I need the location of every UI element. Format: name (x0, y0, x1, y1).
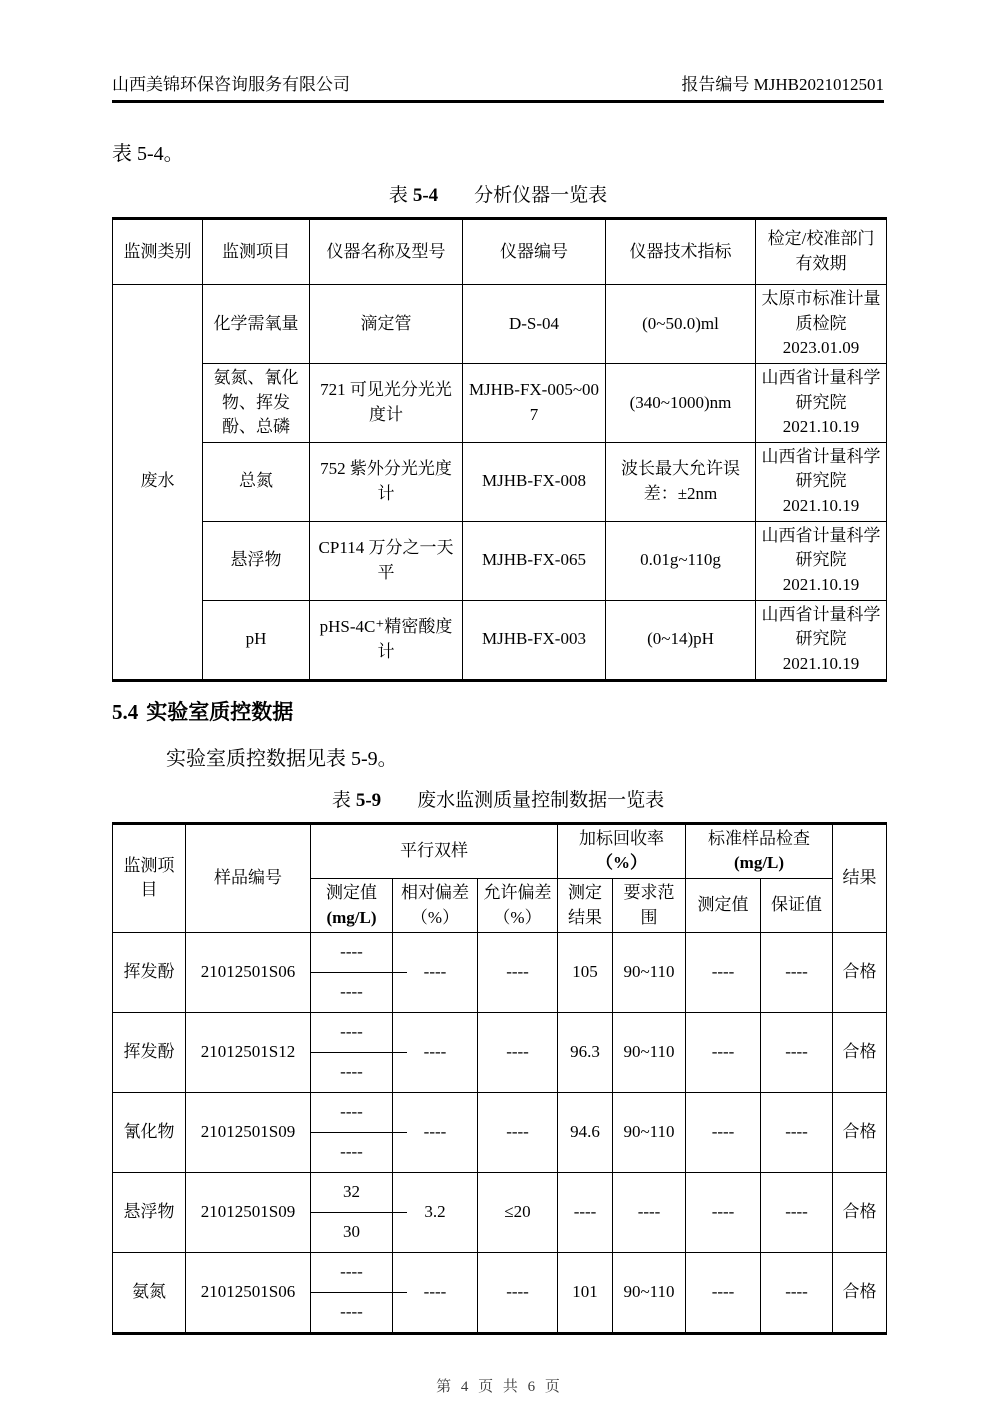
cell-spike-result: 105 (558, 933, 613, 1013)
col-header-sample-no: 样品编号 (186, 823, 311, 933)
cell-spec: 0.01g~110g (606, 521, 756, 600)
page-header (112, 70, 884, 103)
cell-item: 氨氮、氰化物、挥发酚、总磷 (203, 363, 310, 442)
cell-sample-no: 21012501S06 (186, 1253, 311, 1334)
cell-spec: (0~14)pH (606, 600, 756, 680)
cell-item: 氰化物 (113, 1093, 186, 1173)
standard-title: 标准样品检查 (708, 828, 811, 848)
cell-code: MJHB-FX-065 (463, 521, 606, 600)
section-title: 实验室质控数据 (146, 699, 294, 724)
cell-spec: (0~50.0)ml (606, 285, 756, 364)
cell-std-certified: ---- (761, 1253, 833, 1334)
table-row (113, 600, 887, 680)
measured-value-1: ---- (311, 1093, 392, 1133)
col-header-agency: 检定/校准部门有效期 (756, 219, 887, 285)
cell-item: 氨氮 (113, 1253, 186, 1334)
cell-relative-deviation: ---- (393, 1253, 478, 1334)
cell-sample-no: 21012501S09 (186, 1173, 311, 1253)
col-header-spike-result: 测定结果 (558, 878, 613, 932)
cell-allowed-deviation: ≤20 (478, 1173, 558, 1253)
valid-date: 2023.01.09 (782, 338, 860, 358)
cell-spec: (340~1000)nm (606, 363, 756, 442)
col-group-spike-recovery (558, 823, 686, 878)
measured-value-2: 30 (343, 1222, 360, 1242)
cell-measured-values (311, 1013, 393, 1093)
cell-agency (756, 442, 887, 521)
col-header-item: 监测项目 (113, 823, 186, 933)
agency-name: 山西省计量科学研究院 (761, 446, 881, 491)
table-row (113, 933, 887, 1013)
body-paragraph: 实验室质控数据见表 5-9。 (166, 747, 398, 770)
cell-instrument: 752 紫外分光光度计 (310, 442, 463, 521)
measured-value-1: ---- (311, 933, 392, 973)
cell-spike-range: 90~110 (613, 1013, 686, 1093)
cell-std-certified: ---- (761, 933, 833, 1013)
measured-value-2: ---- (340, 982, 363, 1002)
cell-result: 合格 (833, 1093, 887, 1173)
col-header-result: 结果 (833, 823, 887, 933)
table-row (113, 1253, 887, 1334)
cell-allowed-deviation: ---- (478, 1253, 558, 1334)
col-header-item: 监测项目 (203, 219, 310, 285)
table-row (113, 442, 887, 521)
cell-item: 悬浮物 (113, 1173, 186, 1253)
cell-code: MJHB-FX-005~007 (463, 363, 606, 442)
caption-prefix: 表 (388, 185, 408, 206)
cell-result: 合格 (833, 1173, 887, 1253)
cell-agency (756, 363, 887, 442)
cell-agency (756, 521, 887, 600)
table-header-row (113, 219, 887, 285)
cell-code: D-S-04 (463, 285, 606, 364)
caption-prefix: 表 (331, 789, 351, 811)
cell-spike-range: 90~110 (613, 933, 686, 1013)
cell-std-certified: ---- (761, 1093, 833, 1173)
cell-instrument: CP114 万分之一天平 (310, 521, 463, 600)
cell-std-certified: ---- (761, 1013, 833, 1093)
cell-std-measured: ---- (686, 933, 761, 1013)
valid-date: 2021.10.19 (782, 575, 860, 595)
valid-date: 2021.10.19 (782, 496, 860, 516)
analysis-instruments-table (112, 217, 887, 682)
cell-spec: 波长最大允许误差：±2nm (606, 442, 756, 521)
agency-name: 山西省计量科学研究院 (761, 367, 881, 412)
cell-result: 合格 (833, 1013, 887, 1093)
col-header-code: 仪器编号 (463, 219, 606, 285)
report-number: 报告编号 MJHB2021012501 (681, 75, 884, 94)
table-row (113, 1173, 887, 1253)
cell-item: 总氮 (203, 442, 310, 521)
section-number: 5.4 (112, 699, 139, 724)
section-heading (112, 696, 884, 726)
cell-measured-values (311, 933, 393, 1013)
table-row (113, 521, 887, 600)
cell-spike-result: 94.6 (558, 1093, 613, 1173)
agency-name: 山西省计量科学研究院 (761, 604, 881, 649)
measured-value-unit: (mg/L) (326, 907, 377, 927)
col-header-spike-range: 要求范围 (613, 878, 686, 932)
cell-relative-deviation: 3.2 (393, 1173, 478, 1253)
measured-value-2: ---- (340, 1302, 363, 1322)
col-group-standard-check (686, 823, 833, 878)
agency-name: 太原市标准计量质检院 (761, 289, 881, 333)
cell-agency (756, 285, 887, 364)
company-name: 山西美锦环保咨询服务有限公司 (112, 75, 350, 94)
table-header-row (113, 823, 887, 878)
cell-item: 挥发酚 (113, 1013, 186, 1093)
cell-std-measured: ---- (686, 1253, 761, 1334)
cell-spike-result: 96.3 (558, 1013, 613, 1093)
page-footer: 第 4 页 共 6 页 (436, 1379, 560, 1396)
cell-result: 合格 (833, 1253, 887, 1334)
cell-sample-no: 21012501S12 (186, 1013, 311, 1093)
cell-agency (756, 600, 887, 680)
cell-relative-deviation: ---- (393, 1093, 478, 1173)
cell-relative-deviation: ---- (393, 1013, 478, 1093)
valid-date: 2021.10.19 (782, 417, 860, 437)
cell-allowed-deviation: ---- (478, 1013, 558, 1093)
cell-code: MJHB-FX-003 (463, 600, 606, 680)
standard-unit: (mg/L) (734, 853, 785, 873)
caption-title: 分析仪器一览表 (474, 185, 608, 206)
qc-data-table (112, 822, 887, 1336)
agency-name: 山西省计量科学研究院 (761, 525, 881, 570)
intro-text: 表 5-4。 (112, 143, 184, 165)
table-row (113, 363, 887, 442)
col-header-measured-value (311, 878, 393, 932)
cell-sample-no: 21012501S06 (186, 933, 311, 1013)
cell-measured-values (311, 1253, 393, 1334)
cell-spike-range: 90~110 (613, 1093, 686, 1173)
col-group-parallel: 平行双样 (311, 823, 558, 878)
valid-date: 2021.10.19 (782, 653, 860, 673)
col-header-spec: 仪器技术指标 (606, 219, 756, 285)
cell-item: 化学需氧量 (203, 285, 310, 364)
spike-unit: （%） (596, 853, 648, 873)
caption-title: 废水监测质量控制数据一览表 (417, 789, 665, 811)
cell-item: 挥发酚 (113, 933, 186, 1013)
measured-value-1: 32 (311, 1173, 392, 1213)
cell-measured-values (311, 1093, 393, 1173)
cell-allowed-deviation: ---- (478, 1093, 558, 1173)
cell-relative-deviation: ---- (393, 933, 478, 1013)
cell-category: 废水 (113, 285, 203, 681)
cell-allowed-deviation: ---- (478, 933, 558, 1013)
measured-value-1: ---- (311, 1253, 392, 1293)
table59-caption (112, 785, 884, 812)
table-row (113, 1093, 887, 1173)
cell-spike-result: 101 (558, 1253, 613, 1334)
caption-number: 5-4 (412, 185, 439, 206)
cell-spike-range: 90~110 (613, 1253, 686, 1334)
cell-measured-values (311, 1173, 393, 1253)
table-row (113, 1013, 887, 1093)
cell-instrument: 滴定管 (310, 285, 463, 364)
col-header-instrument: 仪器名称及型号 (310, 219, 463, 285)
measured-value-label: 测定值 (326, 882, 377, 902)
col-header-category: 监测类别 (113, 219, 203, 285)
table54-caption (112, 180, 884, 207)
caption-number: 5-9 (355, 789, 382, 811)
cell-item: 悬浮物 (203, 521, 310, 600)
col-header-std-measured: 测定值 (686, 878, 761, 932)
cell-sample-no: 21012501S09 (186, 1093, 311, 1173)
spike-title: 加标回收率 (579, 828, 665, 848)
col-header-allowed-deviation: 允许偏差（%） (478, 878, 558, 932)
cell-code: MJHB-FX-008 (463, 442, 606, 521)
cell-std-measured: ---- (686, 1093, 761, 1173)
col-header-relative-deviation: 相对偏差（%） (393, 878, 478, 932)
cell-std-measured: ---- (686, 1173, 761, 1253)
cell-std-certified: ---- (761, 1173, 833, 1253)
cell-instrument: 721 可见光分光光度计 (310, 363, 463, 442)
col-header-std-certified: 保证值 (761, 878, 833, 932)
measured-value-2: ---- (340, 1062, 363, 1082)
cell-spike-result: ---- (558, 1173, 613, 1253)
measured-value-2: ---- (340, 1142, 363, 1162)
cell-instrument: pHS-4C⁺精密酸度计 (310, 600, 463, 680)
cell-item: pH (203, 600, 310, 680)
cell-spike-range: ---- (613, 1173, 686, 1253)
cell-result: 合格 (833, 933, 887, 1013)
table-row (113, 285, 887, 364)
measured-value-1: ---- (311, 1013, 392, 1053)
cell-std-measured: ---- (686, 1013, 761, 1093)
